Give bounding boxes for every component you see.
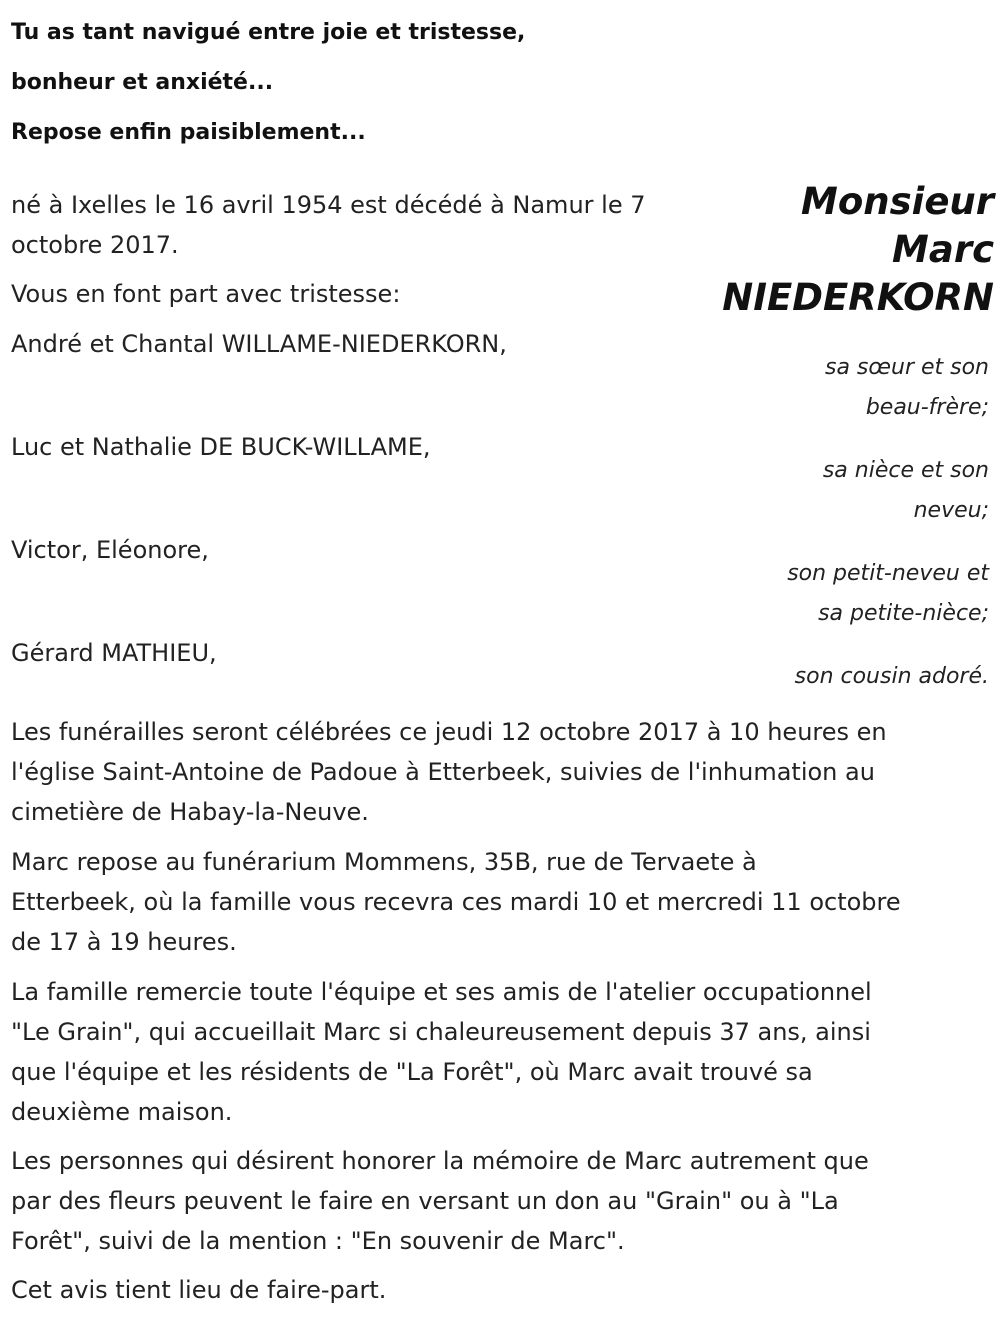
family-names-2: Luc et Nathalie DE BUCK-WILLAME, xyxy=(11,433,431,461)
poem-line-3: Repose enfin paisiblement... xyxy=(11,120,366,145)
funeral-line-2: l'église Saint-Antoine de Padoue à Etterbeek, suivies de l'inhumation au xyxy=(11,758,875,786)
rest-line-1: Marc repose au funérarium Mommens, 35B, rue de Tervaete à xyxy=(11,848,757,876)
funeral-paragraph xyxy=(11,712,996,832)
thanks-paragraph xyxy=(11,972,996,1132)
closing-line: Cet avis tient lieu de faire-part. xyxy=(11,1276,387,1304)
closing-paragraph xyxy=(11,1270,996,1310)
thanks-line-1: La famille remercie toute l'équipe et ses amis de l'atelier occupationnel xyxy=(11,978,872,1006)
rest-paragraph xyxy=(11,842,996,962)
donation-line-1: Les personnes qui désirent honorer la mémoire de Marc autrement que xyxy=(11,1147,869,1175)
deceased-name-block xyxy=(722,178,994,322)
family-names-1: André et Chantal WILLAME-NIEDERKORN, xyxy=(11,330,507,358)
family-relation-2b: neveu; xyxy=(913,498,989,523)
opening-poem xyxy=(11,8,711,158)
donation-line-2: par des fleurs peuvent le faire en versant un don au "Grain" ou à "La xyxy=(11,1187,839,1215)
family-relation-4a: son cousin adoré. xyxy=(794,664,989,689)
donation-line-3: Forêt", suivi de la mention : "En souvenir de Marc". xyxy=(11,1227,625,1255)
deceased-last-name: NIEDERKORN xyxy=(722,276,994,319)
family-names-3: Victor, Eléonore, xyxy=(11,536,209,564)
thanks-line-2: "Le Grain", qui accueillait Marc si chaleureusement depuis 37 ans, ainsi xyxy=(11,1018,871,1046)
rest-line-3: de 17 à 19 heures. xyxy=(11,928,237,956)
family-names-4: Gérard MATHIEU, xyxy=(11,639,217,667)
announce-text: Vous en font part avec tristesse: xyxy=(11,280,401,308)
family-relation-1b: beau-frère; xyxy=(865,395,989,420)
family-relation-3a: son petit-neveu et xyxy=(787,561,989,586)
thanks-line-4: deuxième maison. xyxy=(11,1098,233,1126)
rest-line-2: Etterbeek, où la famille vous recevra ces mardi 10 et mercredi 11 octobre xyxy=(11,888,901,916)
deceased-title: Monsieur xyxy=(801,180,994,223)
intro-line-2: octobre 2017. xyxy=(11,231,179,259)
deceased-first-name: Marc xyxy=(892,228,994,271)
family-relation-2a: sa nièce et son xyxy=(822,458,989,483)
family-relation-1a: sa sœur et son xyxy=(824,355,989,380)
intro-line-1: né à Ixelles le 16 avril 1954 est décédé à Namur le 7 xyxy=(11,191,646,219)
funeral-line-1: Les funérailles seront célébrées ce jeudi 12 octobre 2017 à 10 heures en xyxy=(11,718,887,746)
funeral-line-3: cimetière de Habay-la-Neuve. xyxy=(11,798,369,826)
family-relation-3b: sa petite-nièce; xyxy=(818,601,989,626)
donation-paragraph xyxy=(11,1141,996,1261)
thanks-line-3: que l'équipe et les résidents de "La Forêt", où Marc avait trouvé sa xyxy=(11,1058,813,1086)
poem-line-2: bonheur et anxiété... xyxy=(11,70,274,95)
poem-line-1: Tu as tant navigué entre joie et tristesse, xyxy=(11,20,526,45)
